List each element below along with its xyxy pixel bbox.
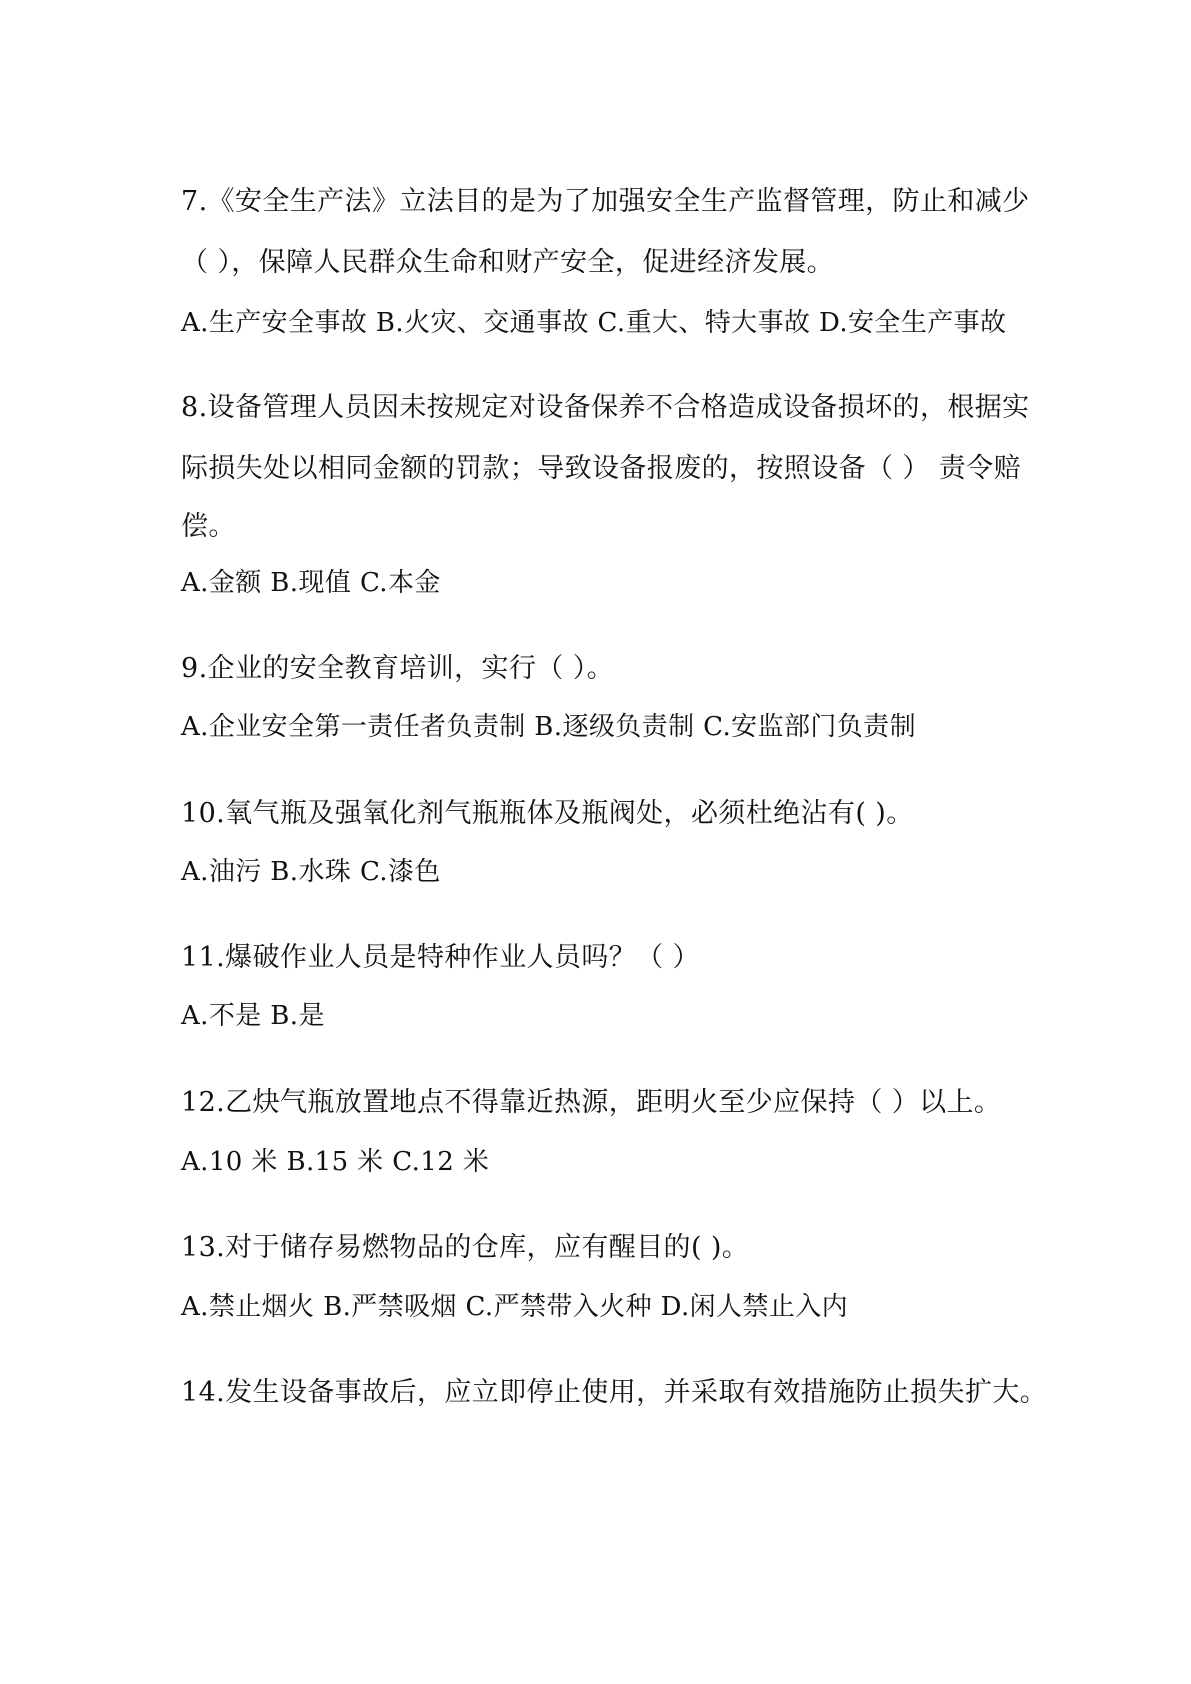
question-8-stem-line-2: 际损失处以相同金额的罚款；导致设备报废的，按照设备（ ） 责令赔	[181, 453, 1021, 484]
question-12-stem: 12.乙炔气瓶放置地点不得靠近热源，距明火至少应保持（ ）以上。	[181, 1087, 1002, 1118]
question-7-stem-line-2: （ ），保障人民群众生命和财产安全，促进经济发展。	[181, 247, 835, 278]
question-8-stem-line-3: 偿。	[181, 511, 236, 542]
question-11-stem: 11.爆破作业人员是特种作业人员吗？（ ）	[181, 942, 700, 973]
question-8-options: A.金额 B.现值 C.本金	[181, 568, 441, 598]
question-13-stem: 13.对于储存易燃物品的仓库，应有醒目的( )。	[181, 1232, 750, 1263]
question-9-options: A.企业安全第一责任者负责制 B.逐级负责制 C.安监部门负责制	[181, 712, 916, 742]
question-11-options: A.不是 B.是	[181, 1001, 325, 1031]
question-14-stem: 14.发生设备事故后，应立即停止使用，并采取有效措施防止损失扩大。	[181, 1377, 1048, 1408]
question-8-stem-line-1: 8.设备管理人员因未按规定对设备保养不合格造成设备损坏的，根据实	[181, 392, 1030, 423]
question-7-stem-line-1: 7.《安全生产法》立法目的是为了加强安全生产监督管理，防止和减少	[181, 186, 1030, 217]
question-10-stem: 10.氧气瓶及强氧化剂气瓶瓶体及瓶阀处，必须杜绝沾有( )。	[181, 798, 914, 829]
question-13-options: A.禁止烟火 B.严禁吸烟 C.严禁带入火种 D.闲人禁止入内	[181, 1292, 849, 1322]
question-12-options: A.10 米 B.15 米 C.12 米	[181, 1147, 490, 1177]
question-9-stem: 9.企业的安全教育培训，实行（ ）。	[181, 653, 615, 684]
question-7-options: A.生产安全事故 B.火灾、交通事故 C.重大、特大事故 D.安全生产事故	[181, 308, 1007, 338]
question-10-options: A.油污 B.水珠 C.漆色	[181, 857, 441, 887]
